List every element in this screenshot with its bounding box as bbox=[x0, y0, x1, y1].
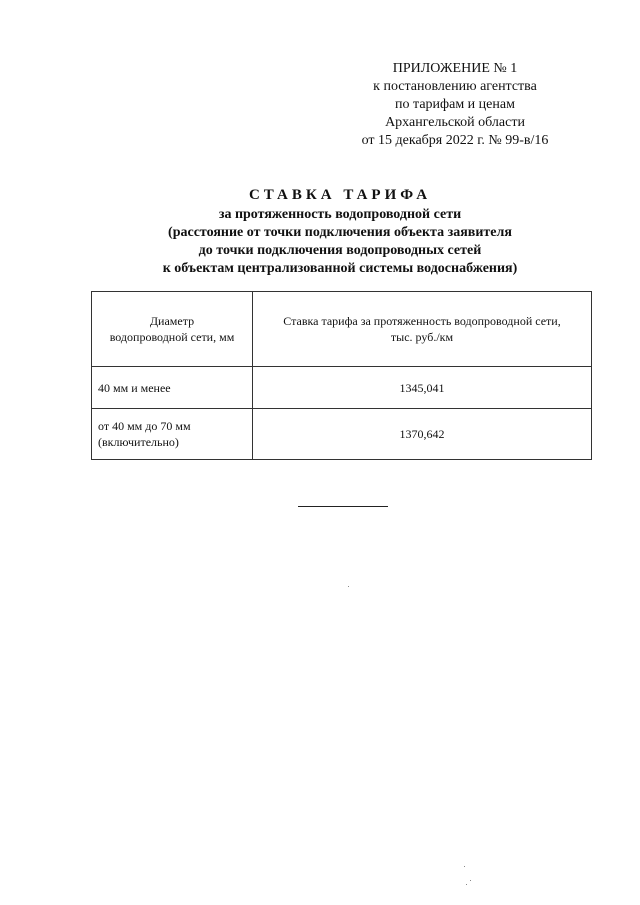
document-title: СТАВКА ТАРИФА bbox=[248, 187, 432, 203]
end-divider bbox=[298, 506, 388, 507]
row-diameter bbox=[92, 409, 253, 460]
table-row bbox=[92, 409, 592, 460]
appendix-number: ПРИЛОЖЕНИЕ № 1 bbox=[392, 61, 518, 76]
header-diameter-line-2: водопроводной сети, мм bbox=[109, 330, 235, 344]
row-diameter bbox=[92, 367, 253, 409]
row-diameter-line-2: (включительно) bbox=[98, 435, 179, 449]
appendix-agency: по тарифам и ценам bbox=[395, 97, 515, 112]
tariff-table bbox=[91, 291, 592, 460]
appendix-block bbox=[330, 60, 580, 150]
heading-line-3: до точки подключения водопроводных сетей bbox=[198, 243, 482, 258]
appendix-reference: к постановлению агентства bbox=[373, 79, 537, 94]
scan-speck bbox=[470, 880, 471, 881]
scan-speck bbox=[464, 866, 465, 867]
header-rate bbox=[253, 292, 592, 367]
header-diameter bbox=[92, 292, 253, 367]
document-heading bbox=[80, 186, 600, 278]
header-rate-line-2: тыс. руб./км bbox=[390, 330, 454, 344]
appendix-region: Архангельской области bbox=[385, 115, 525, 130]
heading-line-4: к объектам централизованной системы водоснабжения) bbox=[162, 261, 518, 276]
header-rate-line-1: Ставка тарифа за протяженность водопроводной сети, bbox=[283, 314, 561, 328]
row-diameter-line-1: 40 мм и менее bbox=[98, 380, 171, 395]
heading-line-1: за протяженность водопроводной сети bbox=[218, 207, 462, 222]
scan-speck bbox=[348, 586, 349, 587]
table-row bbox=[92, 367, 592, 409]
row-rate: 1345,041 bbox=[253, 367, 592, 409]
appendix-date: от 15 декабря 2022 г. № 99-в/16 bbox=[361, 133, 549, 148]
row-rate: 1370,642 bbox=[253, 409, 592, 460]
row-diameter-line-1: от 40 мм до 70 мм bbox=[98, 419, 191, 433]
scan-speck bbox=[466, 884, 467, 885]
header-diameter-line-1: Диаметр bbox=[149, 314, 195, 328]
heading-line-2: (расстояние от точки подключения объекта заявителя bbox=[168, 225, 512, 240]
table-header-row bbox=[92, 292, 592, 367]
